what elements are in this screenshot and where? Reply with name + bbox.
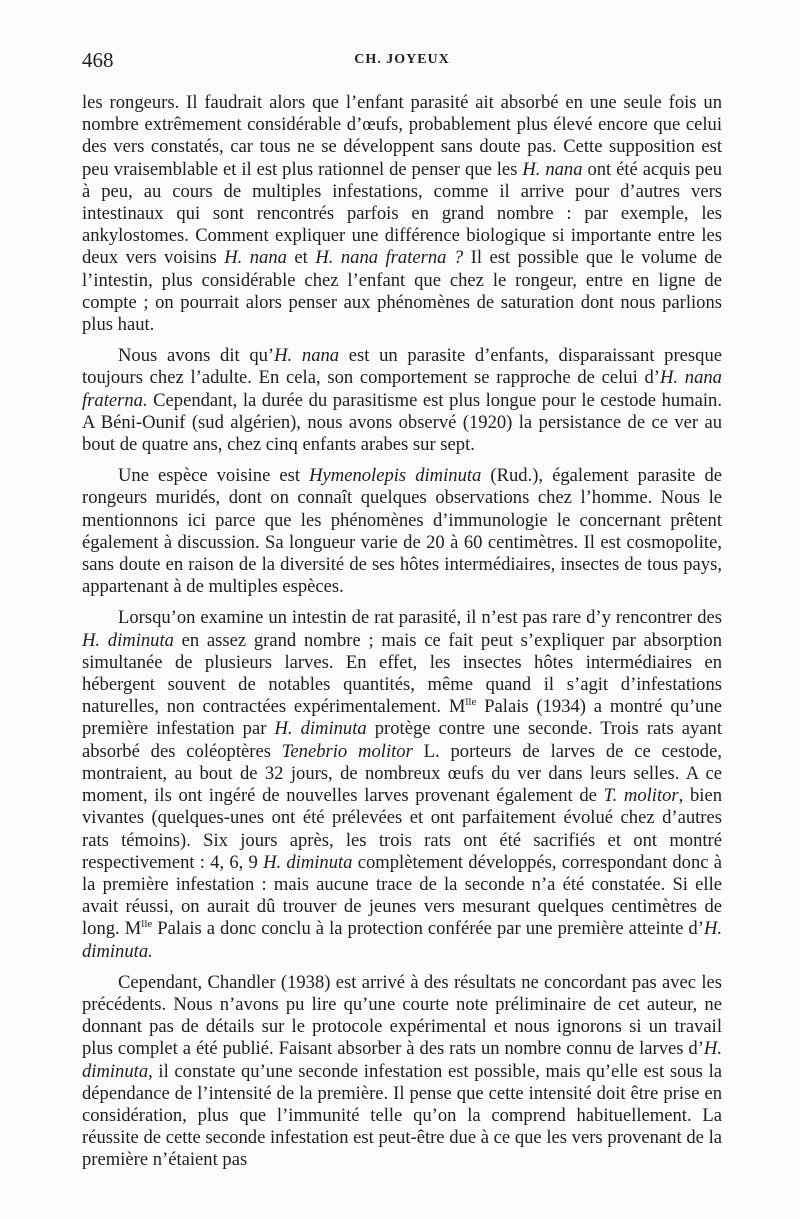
paragraph	[82, 972, 722, 1172]
italic-text: Hymenolepis diminuta	[309, 465, 482, 487]
text-run: Palais a donc conclu à la protection conférée par une première atteinte d’	[152, 918, 704, 940]
italic-text: H. nana	[224, 247, 287, 269]
body-text	[82, 92, 722, 1172]
text-run: , il constate qu’une seconde infestation est possible, mais qu’elle est sous la dépendance de l’intensité de la première. Il pense que cette intensité doit être prise en considération, plus que l’immunité telle qu’on la comprend habituellement. La réussite de cette seconde infestation est peut-être due à ce que les vers provenant de la première n’étaient pas	[82, 1060, 722, 1171]
text-run: et	[286, 247, 316, 269]
text-run: Cependant, la durée du parasitisme est plus longue pour le cestode humain. A Béni-Ounif (sud algérien), nous avons observé (1920) la persistance de ce ver au bout de quatre ans, chez cinq enfants arabes sur sept.	[82, 389, 722, 456]
text-run: Nous avons dit qu’	[118, 345, 275, 367]
superscript: lle	[465, 696, 477, 709]
paragraph	[82, 607, 722, 962]
text-run: est un parasite d’enfants, disparaissant presque toujours chez l’adulte. En cela, son comportement se rapproche de celui d’	[82, 345, 723, 389]
italic-text: H. nana	[274, 345, 340, 367]
running-head: CH. JOYEUX	[354, 52, 450, 67]
italic-text: T. molitor	[603, 785, 679, 807]
text-run: complètement développés, correspondant donc à la première infestation : mais aucune trace de la seconde n’a été constatée. Si elle avait réussi, on aurait dû trouver de jeunes vers mesurant quelques centimètres de long. M	[82, 851, 722, 940]
italic-text: H. diminuta.	[82, 918, 723, 962]
text-run: en assez grand nombre ; mais ce fait peut s’expliquer par absorption simultanée de plusieurs larves. En effet, les insectes hôtes intermédiaires en hébergent souvent de notables quantités, même quand il s’agit d’infestations naturelles, non contractées expérimentalement. M	[82, 629, 723, 718]
text-run: les rongeurs. Il faudrait alors que l’enfant parasité ait absorbé en une seule fois un nombre extrêmement considérable d’œufs, probablement plus élevé encore que celui des vers constatés, car tous ne se développent sans doute pas. Cette supposition est peu vraisemblable et il est plus rationnel de penser que les	[82, 92, 722, 180]
page-number: 468	[82, 48, 114, 72]
text-run: Lorsqu’on examine un intestin de rat parasité, il n’est pas rare d’y rencontrer des	[118, 607, 722, 629]
page-header	[82, 48, 722, 78]
text-run: Une espèce voisine est	[118, 465, 310, 487]
italic-text: H. nana	[522, 158, 583, 180]
paragraph	[82, 345, 722, 456]
italic-text: H. diminuta	[82, 629, 174, 651]
text-run: ont été acquis peu à peu, au cours de multiples infestations, comme il arrive pour d’autres vers intestinaux qui sont rencontrés parfois en grand nombre : par exemple, les ankylostomes. Comment expliquer une différence biologique si importante entre les deux vers voisins	[82, 158, 722, 269]
italic-text: H. diminuta	[263, 851, 353, 873]
italic-text: H. nana fraterna ?	[315, 247, 464, 269]
italic-text: H. nana fraterna.	[82, 367, 722, 411]
text-run: , bien vivantes (quelques-unes ont été prélevées et ont parfaitement évolué chez d’autres rats témoins). Six jours après, les trois rats ont été sacrifiés et ont montré respectivement : 4, 6, 9	[82, 785, 722, 873]
text-run: Il est possible que le volume de l’intestin, plus considérable chez l’enfant que chez le rongeur, entre en ligne de compte ; on pourrait alors penser aux phénomènes de saturation dont nous parlions plus haut.	[82, 247, 723, 336]
text-run: (Rud.), également parasite de rongeurs muridés, dont on connaît quelques observations chez l’homme. Nous le mentionnons ici parce que les phénomènes d’immunologie le concernant prêtent également à discussion. Sa longueur varie de 20 à 60 centimètres. Il est cosmopolite, sans doute en raison de la diversité de ses hôtes intermédiaires, insectes de tous pays, appartenant à de multiples espèces.	[82, 465, 722, 598]
italic-text: H. diminuta	[82, 1038, 722, 1082]
text-run: Palais (1934) a montré qu’une première infestation par	[82, 696, 722, 740]
text-run: protège contre une seconde. Trois rats ayant absorbé des coléoptères	[82, 718, 722, 762]
paragraph	[82, 92, 722, 336]
italic-text: Tenebrio molitor	[281, 740, 413, 762]
paragraph	[82, 465, 722, 598]
superscript: lle	[141, 918, 153, 931]
text-run: L. porteurs de larves de ce cestode, montraient, au bout de 32 jours, de nombreux œufs du ver dans leurs selles. A ce moment, ils ont ingéré de nouvelles larves provenant également de	[82, 740, 722, 807]
italic-text: H. diminuta	[274, 718, 367, 740]
text-run: Cependant, Chandler (1938) est arrivé à des résultats ne concordant pas avec les précédents. Nous n’avons pu lire qu’une courte note préliminaire de cet auteur, ne donnant pas de détails sur le protocole expérimental et nous ignorons si un travail plus complet a été publié. Faisant absorber à des rats un nombre connu de larves d’	[82, 971, 722, 1060]
